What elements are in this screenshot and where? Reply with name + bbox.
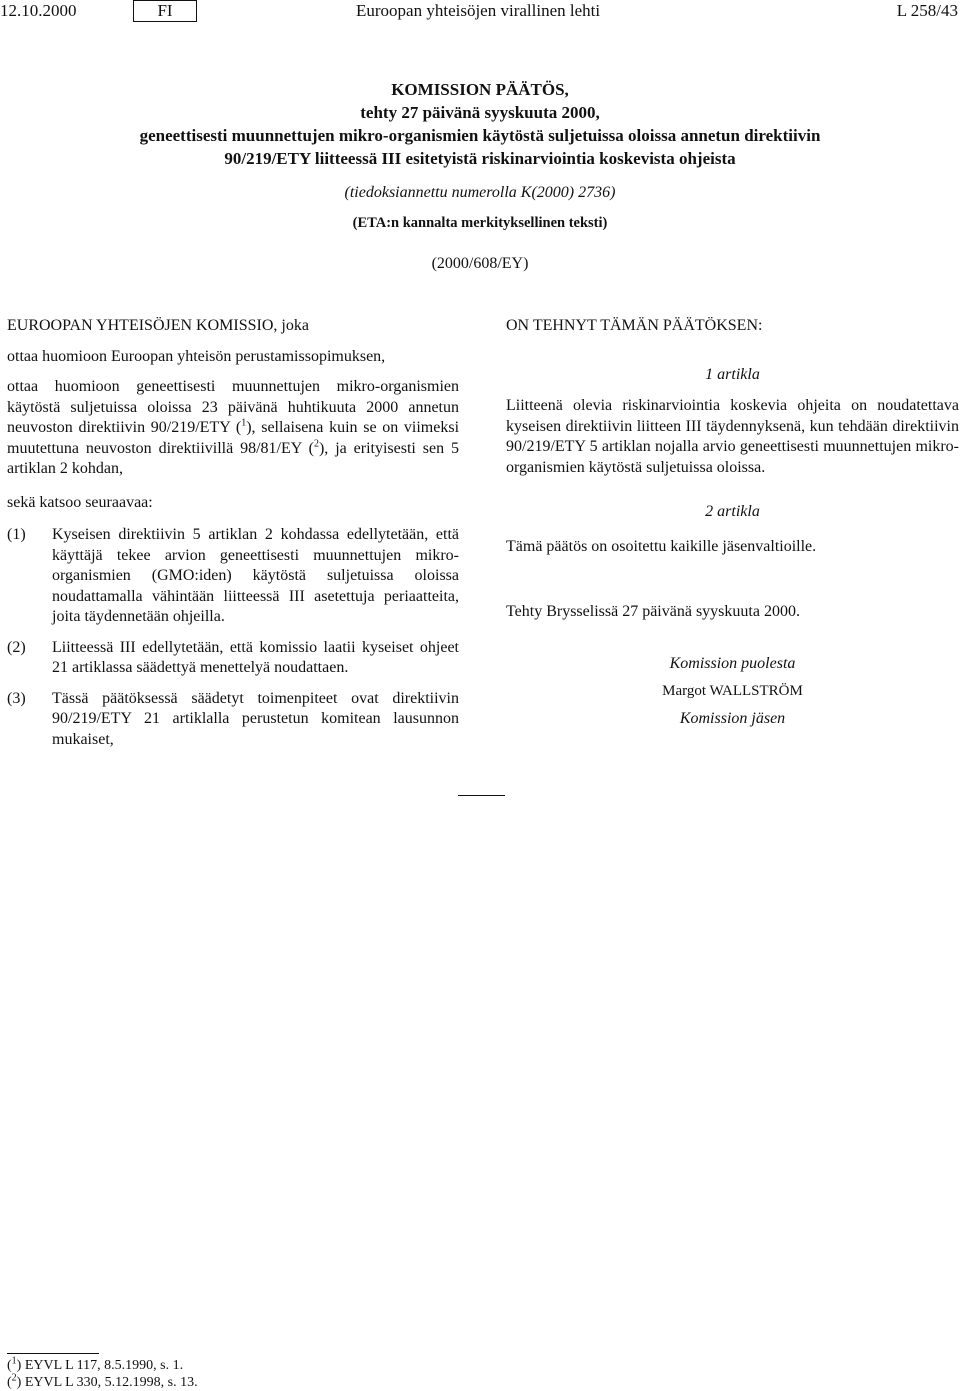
article-2-text: Tämä päätös on osoitettu kaikille jäsenvaltioille.: [506, 537, 817, 555]
signature-for-commission: Komission puolesta: [669, 654, 796, 672]
recital-text: Liitteessä III edellytetään, että komissio laatii kyseiset ohjeet 21 artiklassa säädettyä menettelyä noudattaen.: [52, 638, 459, 676]
signatory-name: Margot WALLSTRÖM: [662, 683, 803, 699]
signatory-role: Komission jäsen: [679, 709, 786, 727]
decision-number: (2000/608/EY): [431, 255, 529, 272]
notification-number: (tiedoksiannettu numerolla K(2000) 2736): [344, 184, 616, 201]
whereas-intro: sekä katsoo seuraavaa:: [7, 493, 153, 511]
recital-number: (1): [7, 526, 26, 543]
footnote-2-text: EYVL L 330, 5.12.1998, s. 13.: [24, 1375, 198, 1390]
footnotes: [7, 1357, 407, 1391]
decision-heading: KOMISSION PÄÄTÖS,: [391, 80, 569, 99]
end-of-document-rule: [458, 795, 505, 796]
left-column: [7, 316, 459, 750]
running-header: [0, 0, 960, 22]
done-at: Tehty Brysselissä 27 päivänä syyskuuta 2000.: [506, 603, 800, 620]
recital-text: Tässä päätöksessä säädetyt toimenpiteet ovat direktiivin 90/219/ETY 21 artiklalla perustetun komitean lausunnon mukaiset,: [52, 689, 459, 748]
preamble-intro: EUROOPAN YHTEISÖJEN KOMISSIO, joka: [7, 317, 309, 334]
page-reference: L 258/43: [896, 1, 958, 20]
having-regard-directive-part-1: ottaa huomioon geneettisesti muunnettujen mikro-organismien käytöstä suljetuissa oloissa 23 päivänä huhtikuuta 2000 annetun neuvoston direktiivin 90/219/ETY (: [7, 378, 459, 436]
footnote-1-mark: 1: [11, 1355, 17, 1367]
footnote-ref-2[interactable]: 2: [313, 438, 319, 450]
recital: [7, 525, 459, 628]
article-1-text: Liitteenä olevia riskinarviointia koskevia ohjeita on noudatettava kyseisen direktiivin liitteen III täydennyksenä, kun tehdään direktiivin 90/219/ETY 5 artiklan nojalla arvio geneettisesti muunnettujen mikro-organismien käytöstä suljetuissa oloissa.: [506, 397, 959, 476]
recital-number: (3): [7, 689, 26, 707]
footnote-2: ($^2$) EYVL L 330, 5.12.1998, s. 13.: [7, 1372, 198, 1390]
recital: [7, 689, 459, 751]
language-code-box: FI: [133, 0, 197, 22]
enacting-formula: ON TEHNYT TÄMÄN PÄÄTÖKSEN:: [506, 317, 763, 334]
recital: [7, 638, 459, 679]
decision-subject-line-2: 90/219/ETY liitteessä III esitetyistä riskinarviointia koskevista ohjeista: [224, 149, 736, 168]
decision-subject-line-1: geneettisesti muunnettujen mikro-organismien käytöstä suljetuissa oloissa annetun direktiivin: [139, 126, 821, 145]
title-block: [40, 78, 920, 273]
footnote-1-text: EYVL L 117, 8.5.1990, s. 1.: [24, 1358, 184, 1373]
having-regard-directive: [7, 377, 459, 480]
having-regard-treaty: ottaa huomioon Euroopan yhteisön perustamissopimuksen,: [7, 347, 386, 365]
recital-text: Kyseisen direktiivin 5 artiklan 2 kohdassa edellytetään, että käyttäjä tekee arvion geneettisesti muunnettujen mikro-organismien (GMO:iden) käytöstä suljetuissa oloissa noudattamalla vähintään liitteessä III asetettuja periaatteita, joita täydennetään ohjeilla.: [52, 526, 459, 625]
publication-date: 12.10.2000: [0, 1, 77, 20]
recital-number: (2): [7, 638, 26, 656]
article-1-heading: 1 artikla: [705, 365, 760, 383]
footnote-ref-1[interactable]: 1: [241, 417, 247, 429]
having-regard-directive-part-3: ), ja erityisesti sen 5 artiklan 2 kohdan,: [7, 439, 459, 477]
footnote-2-mark: 2: [11, 1372, 17, 1384]
decision-date: tehty 27 päivänä syyskuuta 2000,: [360, 103, 600, 122]
footnote-1: ($^1$) EYVL L 117, 8.5.1990, s. 1.: [7, 1355, 184, 1373]
having-regard-directive-part-2: ), sellaisena kuin se on viimeksi muutettuna neuvoston direktiivillä 98/81/EY (: [7, 419, 460, 457]
right-column: [506, 316, 959, 729]
footnote-separator: [7, 1353, 99, 1354]
eea-relevance: (ETA:n kannalta merkityksellinen teksti): [352, 215, 608, 231]
article-2-heading: 2 artikla: [705, 503, 760, 520]
journal-title: Euroopan yhteisöjen virallinen lehti: [356, 1, 601, 20]
